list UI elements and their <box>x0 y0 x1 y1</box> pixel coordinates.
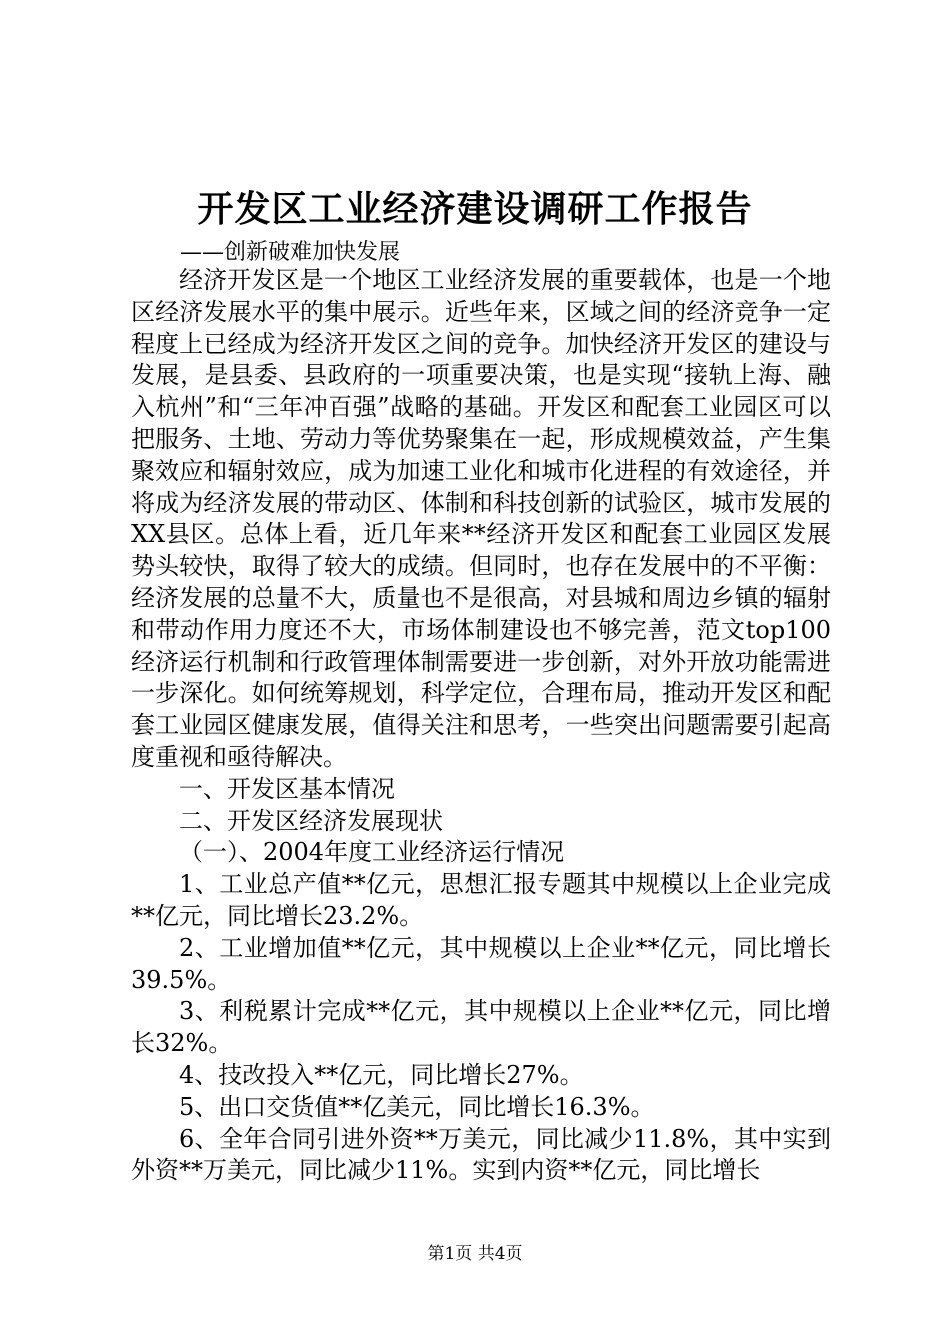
list-item-5: 5、出口交货值**亿美元，同比增长16.3%。 <box>179 1092 655 1121</box>
list-item-3: 3、利税累计完成**亿元，其中规模以上企业**亿元，同比增长32%。 <box>131 997 831 1058</box>
list-item-2: 2、工业增加值**亿元，其中规模以上企业**亿元，同比增长39.5%。 <box>131 933 831 994</box>
document-body <box>131 265 831 1187</box>
list-item-4: 4、技改投入**亿元，同比增长27%。 <box>179 1060 584 1089</box>
list-item-6: 6、全年合同引进外资**万美元，同比减少11.8%，其中实到外资**万美元，同比减少11%。实到内资**亿元，同比增长 <box>131 1124 831 1185</box>
document-subtitle: ——创新破难加快发展 <box>180 240 401 265</box>
page-footer: 第1页 共4页 <box>427 1244 523 1264</box>
document-title: 开发区工业经济建设调研工作报告 <box>197 188 753 230</box>
intro-paragraph: 经济开发区是一个地区工业经济发展的重要载体，也是一个地区经济发展水平的集中展示。近些年来，区域之间的经济竞争一定程度上已经成为经济开发区之间的竞争。加快经济开发区的建设与发展，是县委、县政府的一项重要决策，也是实现“接轨上海、融入杭州”和“三年冲百强”战略的基础。开发区和配套工业园区可以把服务、土地、劳动力等优势聚集在一起，形成规模效益，产生集聚效应和辐射效应，成为加速工业化和城市化进程的有效途径，并将成为经济发展的带动区、体制和科技创新的试验区，城市发展的XX县区。总体上看，近几年来**经济开发区和配套工业园区发展势头较快，取得了较大的成绩。但同时，也存在发展中的不平衡：经济发展的总量不大，质量也不是很高，对县城和周边乡镇的辐射和带动作用力度还不大，市场体制建设也不够完善，范文top100经济运行机制和行政管理体制需要进一步创新，对外开放功能需进一步深化。如何统筹规划，科学定位，合理布局，推动开发区和配套工业园区健康发展，值得关注和思考，一些突出问题需要引起高度重视和亟待解决。 <box>131 266 831 771</box>
list-item-1: 1、工业总产值**亿元，思想汇报专题其中规模以上企业完成**亿元，同比增长23.2%。 <box>131 870 831 930</box>
subsection-heading-1: （一）、2004年度工业经济运行情况 <box>179 838 565 867</box>
section-heading-2: 二、开发区经济发展现状 <box>179 806 443 835</box>
section-heading-1: 一、开发区基本情况 <box>179 774 395 803</box>
